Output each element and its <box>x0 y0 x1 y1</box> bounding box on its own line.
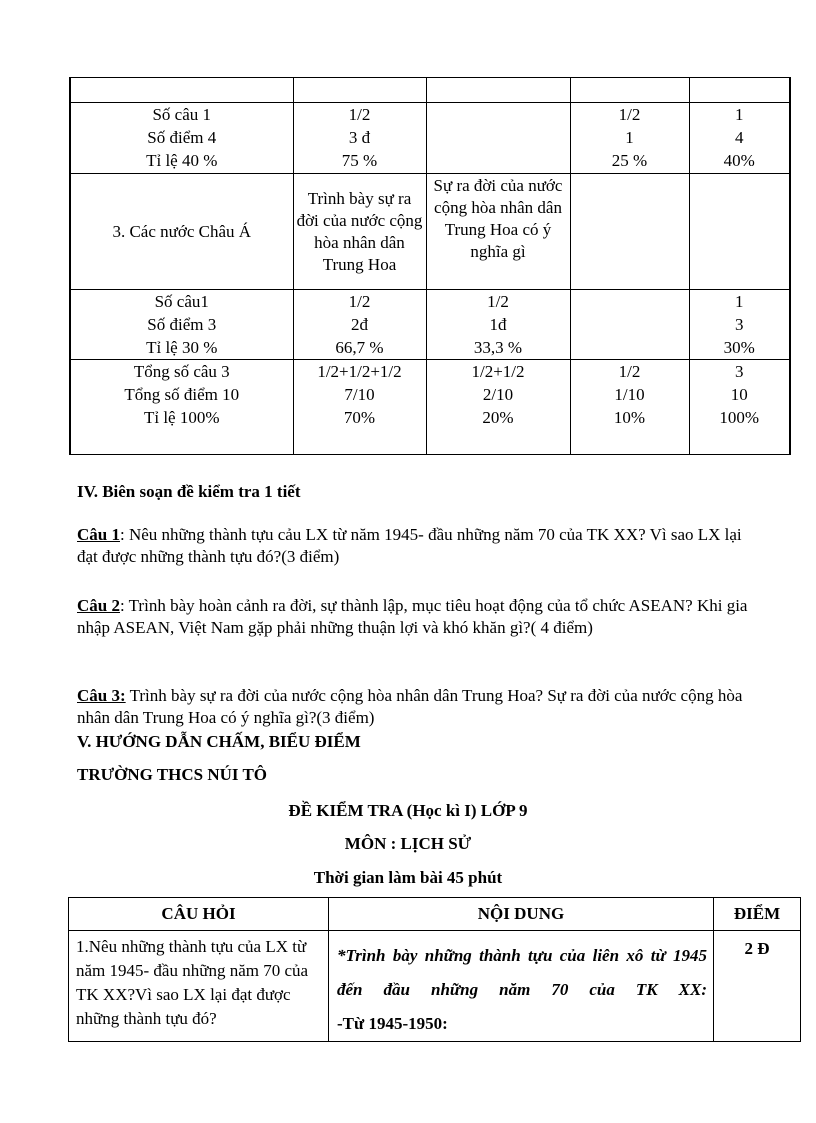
matrix-row-summary-2 <box>70 290 790 360</box>
section-4-heading: IV. Biên soạn đề kiểm tra 1 tiết <box>77 482 301 501</box>
matrix-cell <box>70 78 293 103</box>
cell-line: 3 đ <box>348 128 371 147</box>
cell-line: 7/10 <box>344 385 375 404</box>
cell-line: 33,3 % <box>473 338 523 357</box>
question-label: Câu 3: <box>77 686 126 705</box>
cell-line: 3 <box>735 315 744 334</box>
cell-line: Tỉ lệ 40 % <box>146 151 218 170</box>
cell-line: 1/2 <box>348 292 371 311</box>
question-label: Câu 2 <box>77 596 120 615</box>
matrix-cell <box>570 174 689 290</box>
matrix-cell <box>293 78 426 103</box>
matrix-cell <box>70 174 293 290</box>
cell-line: 2/10 <box>482 385 514 404</box>
matrix-cell <box>293 103 426 174</box>
topic-label: 3. Các nước Châu Á <box>112 222 252 241</box>
cell-line: 10% <box>613 408 646 427</box>
cell-line: 25 % <box>611 151 648 170</box>
cell-line: 1/2 <box>348 105 371 124</box>
cell-line: 1đ <box>489 315 507 334</box>
cell-line: 10 <box>730 385 748 404</box>
matrix-cell <box>689 290 790 360</box>
matrix-cell <box>426 78 570 103</box>
matrix-cell <box>426 290 570 360</box>
cell-line: 30% <box>723 338 755 357</box>
matrix-cell <box>689 78 790 103</box>
cell-line: 1/2+1/2+1/2 <box>317 362 402 381</box>
matrix-cell <box>293 174 426 290</box>
matrix-cell <box>70 103 293 174</box>
cell-line: 1/2 <box>618 105 641 124</box>
matrix-cell <box>70 290 293 360</box>
question-text: : Trình bày hoàn cảnh ra đời, sự thành lập, mục tiêu hoạt động của tổ chức ASEAN? Khi gia nhập ASEAN, Việt Nam gặp phải những thuận lợi và khó khăn gì?( 4 điểm) <box>77 596 748 637</box>
matrix-cell <box>689 174 790 290</box>
header-content: NỘI DUNG <box>329 898 714 931</box>
cell-line: 75 % <box>341 151 378 170</box>
answer-key-table <box>68 897 801 1042</box>
answer-points: 2 Đ <box>714 931 801 1042</box>
header-points: ĐIỂM <box>714 898 801 931</box>
cell-line: Số điểm 4 <box>147 128 217 147</box>
topic-recognize: Trình bày sự ra đời của nước cộng hòa nhân dân Trung Hoa <box>296 188 423 274</box>
test-matrix-table <box>69 77 791 455</box>
cell-line: 1/2+1/2 <box>471 362 525 381</box>
cell-line: Số điểm 3 <box>147 315 217 334</box>
question-1 <box>77 524 757 568</box>
matrix-cell <box>426 103 570 174</box>
header-question: CÂU HỎI <box>69 898 329 931</box>
content-item: -Từ 1945-1950: <box>337 1014 448 1033</box>
cell-line: 66,7 % <box>335 338 384 357</box>
matrix-cell <box>293 360 426 455</box>
question-text: Trình bày sự ra đời của nước cộng hòa nhân dân Trung Hoa? Sự ra đời của nước cộng hòa nhân dân Trung Hoa có ý nghĩa gì?(3 điểm) <box>77 686 743 727</box>
matrix-cell <box>426 174 570 290</box>
cell-line: Tổng số câu 3 <box>133 362 230 381</box>
topic-understand: Sự ra đời của nước cộng hòa nhân dân Trung Hoa có ý nghĩa gì <box>433 176 563 261</box>
cell-line: 1 <box>625 128 634 147</box>
matrix-row-top <box>70 78 790 103</box>
answer-content <box>329 931 714 1042</box>
cell-line: Số câu 1 <box>152 105 212 124</box>
cell-line: Số câu1 <box>154 292 209 311</box>
cell-line: 2đ <box>351 315 368 334</box>
answer-question: 1.Nêu những thành tựu của LX từ năm 1945- đầu những năm 70 của TK XX?Vì sao LX lại đạt được những thành tựu đó? <box>69 931 329 1042</box>
exam-time: Thời gian làm bài 45 phút <box>313 868 503 887</box>
cell-line: Tỉ lệ 100% <box>143 408 220 427</box>
cell-line: 1/2 <box>487 292 509 311</box>
matrix-cell <box>70 360 293 455</box>
matrix-cell <box>570 290 689 360</box>
cell-line: 1 <box>735 105 744 124</box>
matrix-cell <box>570 78 689 103</box>
question-2 <box>77 595 757 639</box>
matrix-cell <box>570 103 689 174</box>
section-5-heading: V. HƯỚNG DẪN CHẤM, BIỂU ĐIỂM <box>77 732 361 751</box>
cell-line: 70% <box>343 408 376 427</box>
matrix-row-asia <box>70 174 790 290</box>
exam-subject: MÔN : LỊCH SỬ <box>344 834 472 853</box>
exam-title: ĐỀ KIỂM TRA (Học kì I) LỚP 9 <box>288 801 528 820</box>
question-label: Câu 1 <box>77 525 120 544</box>
matrix-cell <box>426 360 570 455</box>
cell-line: 3 <box>735 362 744 381</box>
cell-line: 40% <box>723 151 755 170</box>
matrix-cell <box>570 360 689 455</box>
matrix-cell <box>293 290 426 360</box>
matrix-row-total <box>70 360 790 455</box>
matrix-row-summary-1 <box>70 103 790 174</box>
question-text: : Nêu những thành tựu cảu LX từ năm 1945- đầu những năm 70 của TK XX? Vì sao LX lại đạt được những thành tựu đó?(3 điểm) <box>77 525 742 566</box>
matrix-cell <box>689 103 790 174</box>
content-lead: *Trình bày những thành tựu của liên xô từ 1945 đến đầu những năm 70 của TK XX: <box>337 946 707 999</box>
answer-header-row <box>69 898 801 931</box>
matrix-cell <box>689 360 790 455</box>
cell-line: Tổng số điểm 10 <box>124 385 240 404</box>
school-name: TRƯỜNG THCS NÚI TÔ <box>77 765 268 784</box>
cell-line: Tỉ lệ 30 % <box>146 338 218 357</box>
cell-line: 1/10 <box>614 385 645 404</box>
question-3 <box>77 685 757 729</box>
cell-line: 1/2 <box>618 362 641 381</box>
cell-line: 20% <box>482 408 514 427</box>
cell-line: 1 <box>735 292 744 311</box>
cell-line: 4 <box>735 128 744 147</box>
cell-line: 100% <box>719 408 760 427</box>
answer-row <box>69 931 801 1042</box>
